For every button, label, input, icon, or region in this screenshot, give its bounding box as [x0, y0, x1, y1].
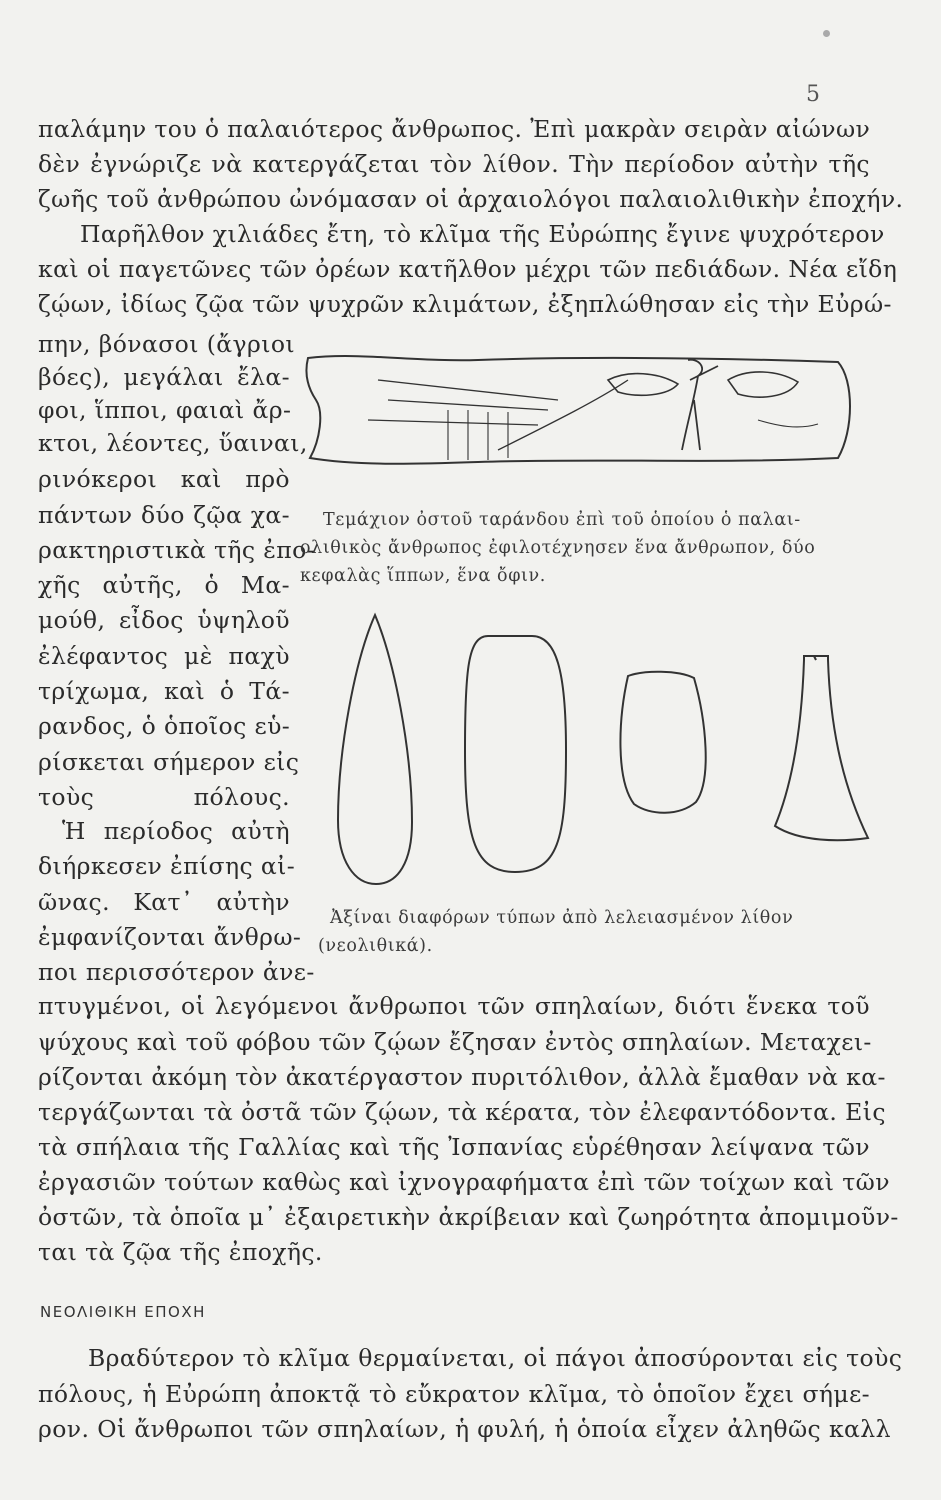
figure-caption: Ἀξίναι διαφόρων τύπων ἀπὸ λελειασμένον λίθον: [330, 908, 794, 928]
stone-axes-illustration: [320, 600, 880, 900]
text-line: τὰ σπήλαια τῆς Γαλλίας καὶ τῆς Ἰσπανίας εὑρέθησαν λείψανα τῶν: [38, 1133, 870, 1161]
text-line: ῶνας. Κατ᾽ αὐτὴν: [38, 888, 290, 916]
text-line: ρινόκεροι καὶ πρὸ: [38, 465, 290, 493]
text-line: τρίχωμα, καὶ ὁ Τά-: [38, 677, 290, 705]
text-line: ρακτηριστικὰ τῆς ἐπο-: [38, 536, 316, 564]
text-line: μούθ, εἶδος ὑψηλοῦ: [38, 606, 290, 634]
text-line: ζωῆς τοῦ ἀνθρώπου ὠνόμασαν οἱ ἀρχαιολόγοι παλαιολιθικὴν ἐποχήν.: [38, 185, 904, 213]
text-line: πάντων δύο ζῷα χα-: [38, 501, 290, 529]
text-line: ὀστῶν, τὰ ὁποῖα μ᾽ ἐξαιρετικὴν ἀκρίβειαν καὶ ζωηρότητα ἀπομιμοῦν-: [38, 1203, 899, 1231]
figure-caption: Τεμάχιον ὀστοῦ ταράνδου ἐπὶ τοῦ ὁποίου ὁ παλαι-: [323, 510, 801, 530]
text-line: ἐργασιῶν τούτων καθὼς καὶ ἰχνογραφήματα ἐπὶ τῶν τοίχων καὶ τῶν: [38, 1168, 890, 1196]
text-line: παλάμην του ὁ παλαιότερος ἄνθρωπος. Ἐπὶ μακρὰν σειρὰν αἰώνων: [38, 115, 871, 143]
text-line: ρίζονται ἀκόμη τὸν ἀκατέργαστον πυριτόλιθον, ἀλλὰ ἔμαθαν νὰ κα-: [38, 1063, 886, 1091]
text-line: πόλους, ἡ Εὐρώπη ἀποκτᾷ τὸ εὔκρατον κλῖμα, τὸ ὁποῖον ἔχει σήμε-: [38, 1380, 870, 1408]
text-line: ποι περισσότερον ἀνε-: [38, 958, 315, 986]
text-line: Ἡ περίοδος αὐτὴ: [62, 817, 290, 845]
text-line: χῆς αὐτῆς, ὁ Μα-: [38, 571, 290, 599]
text-line: πτυγμένοι, οἱ λεγόμενοι ἄνθρωποι τῶν σπηλαίων, διότι ἕνεκα τοῦ: [38, 992, 870, 1020]
text-line: καὶ οἱ παγετῶνες τῶν ὀρέων κατῆλθον μέχρι τῶν πεδιάδων. Νέα εἴδη: [38, 255, 898, 283]
text-line: φοι, ἵπποι, φαιαὶ ἄρ-: [38, 396, 292, 424]
figure-caption: ολιθικὸς ἄνθρωπος ἐφιλοτέχνησεν ἕνα ἄνθρωπον, δύο: [300, 538, 816, 558]
text-line: ζῴων, ἰδίως ζῷα τῶν ψυχρῶν κλιμάτων, ἐξηπλώθησαν εἰς τὴν Εὐρώ-: [38, 290, 892, 318]
text-line: Βραδύτερον τὸ κλῖμα θερμαίνεται, οἱ πάγοι ἀποσύρονται εἰς τοὺς: [88, 1344, 903, 1372]
figure-caption: (νεολιθικά).: [318, 936, 433, 956]
text-line: Παρῆλθον χιλιάδες ἔτη, τὸ κλῖμα τῆς Εὐρώπης ἔγινε ψυχρότερον: [80, 220, 885, 248]
text-line: κτοι, λέοντες, ὕαιναι,: [38, 429, 308, 457]
engraved-bone-illustration: [298, 340, 858, 490]
text-line: πην, βόνασοι (ἄγριοι: [38, 330, 295, 358]
section-heading: ΝΕΟΛΙΘΙΚΗ ΕΠΟΧΗ: [40, 1303, 206, 1321]
text-line: τεργάζωνται τὰ ὀστᾶ τῶν ζῴων, τὰ κέρατα, τὸν ἐλεφαντόδοντα. Εἰς: [38, 1098, 886, 1126]
text-line: ἐλέφαντος μὲ παχὺ: [38, 642, 290, 670]
figure-caption: κεφαλὰς ἵππων, ἕνα ὄφιν.: [300, 566, 546, 586]
text-line: τοὺς πόλους.: [38, 783, 290, 811]
page-number: 5: [806, 82, 820, 107]
text-line: ρανδος, ὁ ὁποῖος εὑ-: [38, 712, 291, 740]
text-line: βόες), μεγάλαι ἔλα-: [38, 363, 290, 391]
page-speck: [823, 30, 830, 37]
text-line: δὲν ἐγνώριζε νὰ κατεργάζεται τὸν λίθον. Τὴν περίοδον αὐτὴν τῆς: [38, 150, 870, 178]
text-line: ται τὰ ζῷα τῆς ἐποχῆς.: [38, 1238, 323, 1266]
text-line: ἐμφανίζονται ἄνθρω-: [38, 923, 302, 951]
text-line: ψύχους καὶ τοῦ φόβου τῶν ζῴων ἔζησαν ἐντὸς σπηλαίων. Μεταχει-: [38, 1028, 872, 1056]
text-line: ρον. Οἱ ἄνθρωποι τῶν σπηλαίων, ἡ φυλή, ἡ ὁποία εἶχεν ἀληθῶς καλλ: [38, 1415, 891, 1443]
text-line: ρίσκεται σήμερον εἰς: [38, 748, 300, 776]
text-line: διήρκεσεν ἐπίσης αἰ-: [38, 852, 296, 880]
